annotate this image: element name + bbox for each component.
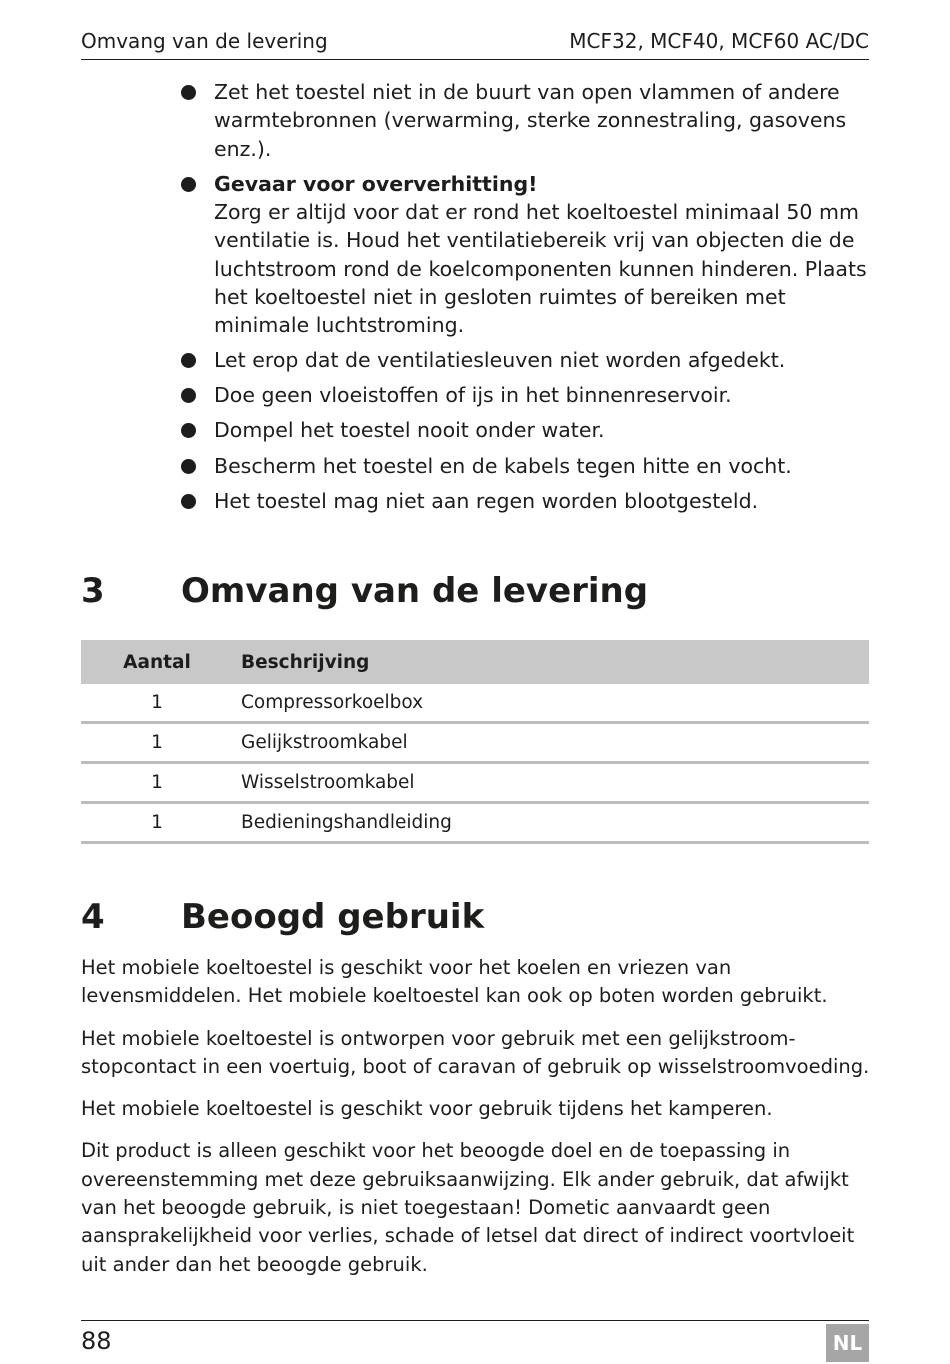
page-header <box>81 26 869 60</box>
section-number: 4 <box>81 897 105 937</box>
cell-quantity: 1 <box>81 763 233 803</box>
list-item <box>181 452 869 480</box>
bullet-text: Dompel het toestel nooit onder water. <box>214 418 605 443</box>
bullet-icon <box>181 423 196 438</box>
list-item <box>181 170 869 340</box>
cell-quantity: 1 <box>81 723 233 763</box>
bullet-text: Zet het toestel niet in de buurt van open vlammen of andere warmtebronnen (verwarming, sterke zonnestraling, gasovens enz.). <box>214 80 847 161</box>
paragraph: Het mobiele koeltoestel is geschikt voor gebruik tijdens het kamperen. <box>81 1097 773 1121</box>
cell-description: Bedieningshandleiding <box>233 803 869 843</box>
bullet-icon <box>181 388 196 403</box>
table-row <box>81 803 869 843</box>
list-item <box>181 416 869 444</box>
cell-quantity: 1 <box>81 803 233 843</box>
list-item <box>181 487 869 515</box>
bullet-icon <box>181 353 196 368</box>
table-row <box>81 763 869 803</box>
bullet-icon <box>181 494 196 509</box>
section-number: 3 <box>81 571 105 611</box>
header-models: MCF32, MCF40, MCF60 AC/DC <box>569 29 869 53</box>
paragraph: Het mobiele koeltoestel is ontworpen voor gebruik met een gelijkstroom-stopcontact in een voertuig, boot of caravan of gebruik op wisselstroomvoeding. <box>81 1026 870 1078</box>
cell-quantity: 1 <box>81 684 233 723</box>
header-section-title: Omvang van de levering <box>81 29 328 53</box>
delivery-scope-table <box>81 640 869 844</box>
bullet-text: Zorg er altijd voor dat er rond het koeltoestel minimaal 50 mm ventilatie is. Houd het ventilatiebereik vrij van objecten die de luchtstroom rond de koelcomponenten kunnen hinderen. Plaats het koeltoestel niet in gesloten ruimtes of bereiken met minimale luchtstroming. <box>214 199 867 338</box>
cell-description: Gelijkstroomkabel <box>233 723 869 763</box>
bullet-text: Doe geen vloeistoffen of ijs in het binnenreservoir. <box>214 383 732 408</box>
cell-description: Wisselstroomkabel <box>233 763 869 803</box>
cell-description: Compressorkoelbox <box>233 684 869 723</box>
list-item <box>181 346 869 374</box>
section-title: Beoogd gebruik <box>181 897 485 937</box>
bullet-warning-heading: Gevaar voor oververhitting! <box>214 171 538 196</box>
list-item <box>181 78 869 163</box>
bullet-text: Let erop dat de ventilatiesleuven niet worden afgedekt. <box>214 348 786 373</box>
footer-divider <box>81 1320 869 1321</box>
bullet-icon <box>181 177 196 192</box>
paragraph: Dit product is alleen geschikt voor het beoogde doel en de toepassing in overeenstemming met deze gebruiksaanwijzing. Elk ander gebruik, dat afwijkt van het beoogde gebruik, is niet toegestaan! Dometic aanvaardt geen aansprakelijkheid voor verlies, schade of letsel dat direct of indirect voortvloeit uit ander dan het beoogde gebruik. <box>81 1139 855 1276</box>
bullet-text: Bescherm het toestel en de kabels tegen hitte en vocht. <box>214 453 792 478</box>
table-row <box>81 723 869 763</box>
page-number: 88 <box>81 1327 112 1355</box>
bullet-text: Het toestel mag niet aan regen worden blootgesteld. <box>214 488 759 513</box>
safety-bullet-list <box>181 78 869 522</box>
column-header-description: Beschrijving <box>233 640 869 684</box>
language-badge: NL <box>826 1324 869 1362</box>
paragraph: Het mobiele koeltoestel is geschikt voor het koelen en vriezen van levensmiddelen. Het mobiele koeltoestel kan ook op boten worden gebruikt. <box>81 956 828 1008</box>
section-title: Omvang van de levering <box>181 571 649 611</box>
list-item <box>181 381 869 409</box>
bullet-icon <box>181 85 196 100</box>
table-header-row <box>81 640 869 684</box>
bullet-icon <box>181 459 196 474</box>
table-row <box>81 684 869 723</box>
column-header-quantity: Aantal <box>81 640 233 684</box>
intended-use-text <box>81 954 873 1293</box>
